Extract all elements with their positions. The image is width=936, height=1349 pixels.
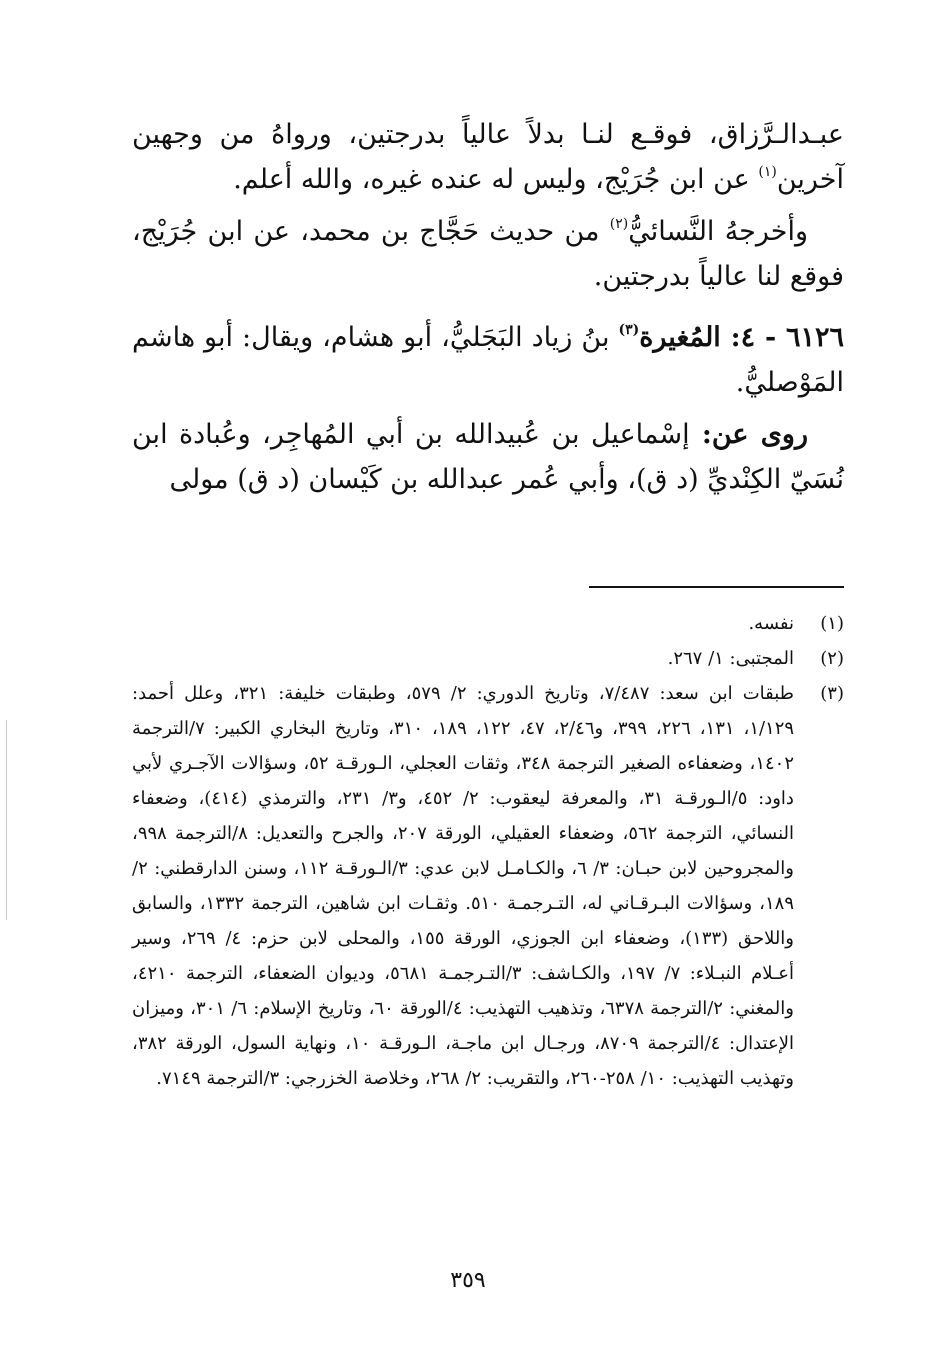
footnote-separator-rule [589, 586, 844, 588]
footnote-number: (٣) [820, 683, 844, 704]
paragraph-2 [132, 209, 844, 299]
scan-edge-mark [6, 720, 7, 920]
paragraph-2-text-a: وأخرجهُ النَّسائيُّ [628, 216, 808, 247]
footnote-text: طبقات ابن سعد: ٧/٤٨٧، وتاريخ الدوري: ٢/ ٥٧٩، وطبقات خليفة: ٣٢١، وعلل أحمد: ١/١٢٩، ١٣١، ٢٢٦، ٣٩٩، و٢/٤٦، ٤٧، ١٢٢، ١٨٩، ٣١٠، وتاريخ البخاري الكبير: ٧/الترجمة ١٤٠٢، وضعفاءه الصغير الترجمة ٣٤٨، وثقات العجلي، الـورقـة ٥٢، وسؤالات الآجـري لأبي داود: ٥/الـورقـة ٣١، والمعرفة ليعقوب: ٢/ ٤٥٢، و٣/ ٢٣١، والترمذي (٤١٤)، وضعفاء النسائي، الترجمة ٥٦٢، وضعفاء العقيلي، الورقة ٢٠٧، والجرح والتعديل: ٨/الترجمة ٩٩٨، والمجروحين لابن حبـان: ٣/ ٦، والكـامـل لابن عدي: ٣/الـورقـة ١١٢، وسنن الدارقطني: ٢/ ١٨٩، وسؤالات البـرقـاني له، التـرجمـة ٥١٠. وثقـات ابن شاهين، الترجمة ١٣٣٢، والسابق واللاحق (١٣٣)، وضعفاء ابن الجوزي، الورقة ١٥٥، والمحلى لابن حزم: ٤/ ٢٦٩، وسير أعـلام النبـلاء: ٧/ ١٩٧، والكـاشف: ٣/التـرجمـة ٥٦٨١، وديوان الضعفاء، الترجمة ٤٢١٠، والمغني: ٢/الترجمة ٦٣٧٨، وتذهيب التهذيب: ٤/الورقة ٦٠، وتاريخ الإسلام: ٦/ ٣٠١، وميزان الإعتدال: ٤/الترجمة ٨٧٠٩، ورجـال ابن ماجـة، الـورقـة ١٠، ونهاية السول، الورقة ٣٨٢، وتهذيب التهذيب: ١٠/ ٢٥٨-٢٦٠، والتقريب: ٢/ ٢٦٨، وخلاصة الخزرجي: ٣/الترجمة ٧١٤٩. [132, 683, 795, 1089]
footnote-ref-1[interactable]: (١) [758, 164, 777, 180]
entry-number: ٦١٢٦ - ٤: [720, 322, 844, 353]
entry-name-rest: بنُ زياد البَجَليُّ، أبو هشام، ويقال: أبو هاشم المَوْصليُّ. [132, 322, 844, 398]
paragraph-1-text-a: عبـدالـرَّزاق، فوقـع لنـا بدلاً عالياً بدرجتين، ورواهُ من وجهين آخرين [132, 119, 844, 195]
entry-name: المُغيرة [639, 322, 721, 353]
main-text [132, 112, 844, 509]
footnote-text: نفسه. [748, 613, 794, 634]
footnote-item [132, 641, 844, 676]
narrated-from-label: روى عن: [689, 419, 808, 450]
footnote-text: المجتبى: ١/ ٢٦٧. [667, 648, 794, 669]
entry-heading [132, 315, 844, 405]
footnote-ref-3[interactable]: (٣) [618, 322, 640, 338]
footnotes [132, 606, 844, 1096]
paragraph-narrators [132, 412, 844, 502]
footnote-number: (٢) [820, 648, 844, 669]
narrated-from-text: إسْماعيل بن عُبيدالله بن أبي المُهاجِر، وعُبادة ابن نُسَيّ الكِنْديِّ (د ق)، وأبي عُمر عبدالله بن كَيْسان (د ق) مولى [132, 419, 844, 495]
paragraph-1 [132, 112, 844, 202]
footnote-ref-2[interactable]: (٢) [609, 216, 629, 232]
paragraph-1-text-b: عن ابن جُرَيْج، وليس له عنده غيره، والله أعلم. [233, 164, 759, 195]
paragraph-2-text-b: من حديث حَجَّاج بن محمد، عن ابن جُرَيْج، فوقع لنا عالياً بدرجتين. [132, 216, 844, 292]
footnote-item [132, 676, 844, 1096]
footnote-number: (١) [820, 613, 844, 634]
footnote-item [132, 606, 844, 641]
page-number: ٣٥٩ [450, 1268, 486, 1293]
